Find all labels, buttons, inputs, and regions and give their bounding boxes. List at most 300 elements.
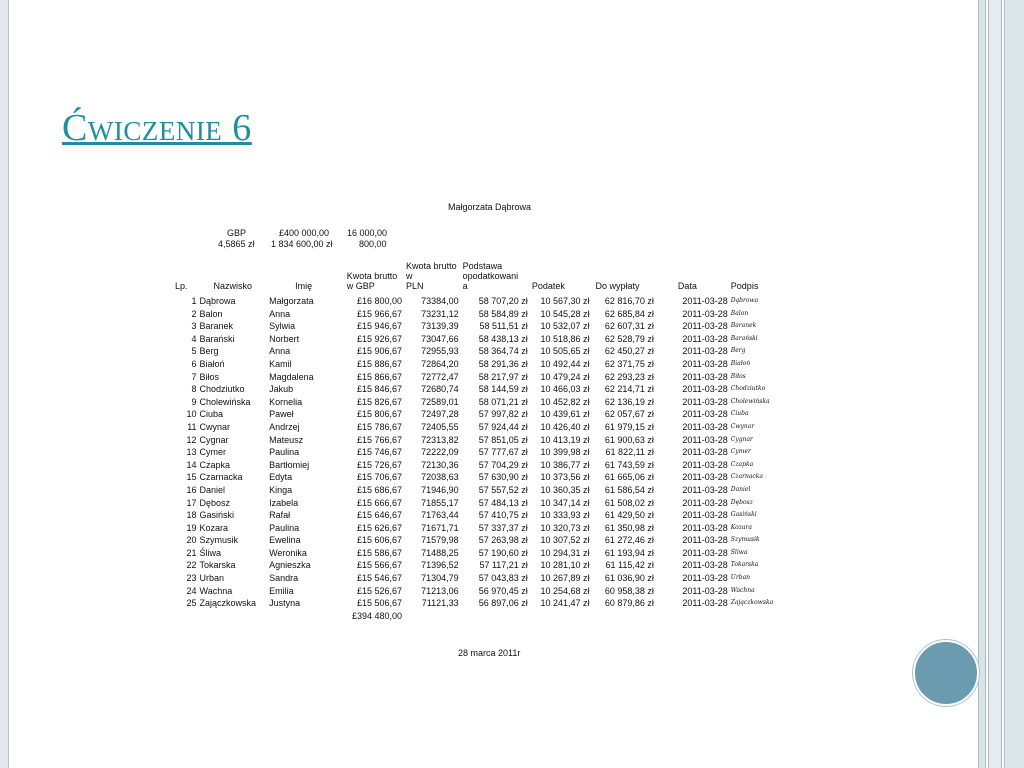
cell-pln: 73384,00 (421, 296, 459, 306)
header-wyplata: Do wypłaty (595, 281, 640, 291)
table-row (175, 597, 785, 610)
cell-podatek: 10 532,07 zł (540, 321, 590, 332)
cell-podatek: 10 545,28 zł (540, 308, 590, 319)
cell-wyplata: 61 743,59 zł (604, 459, 654, 470)
cell-gbp: £15 686,67 (357, 484, 403, 495)
cell-lp: 8 (191, 384, 197, 395)
cell-lp: 3 (191, 321, 197, 332)
cell-lp: 18 (186, 510, 197, 521)
cell-imie: Emilia (269, 585, 294, 596)
cell-data: 2011-03-28 (682, 384, 728, 395)
cell-podpis: Gasiński (730, 511, 757, 519)
cell-podstawa: 57 117,21 zł (479, 560, 528, 571)
cell-podpis: Cholewińska (730, 397, 770, 405)
cell-lp: 21 (186, 547, 197, 558)
cell-imie: Anna (269, 308, 291, 319)
cell-gbp: £15 526,67 (357, 585, 403, 596)
cell-nazwisko: Szymusik (199, 535, 239, 546)
cell-podstawa: 58 438,13 zł (478, 333, 528, 344)
cell-gbp: £15 806,67 (357, 409, 403, 420)
cell-podatek: 10 399,98 zł (540, 447, 590, 458)
summary-total-pln: 1 834 600,00 zł (271, 239, 333, 249)
cell-gbp: £15 826,67 (357, 396, 403, 407)
summary-total-gbp: £400 000,00 (279, 228, 330, 238)
cell-gbp: £15 566,67 (357, 560, 403, 571)
summary-row (175, 239, 785, 250)
cell-lp: 11 (187, 421, 197, 432)
cell-lp: 10 (186, 409, 197, 420)
cell-podstawa: 58 584,89 zł (478, 308, 528, 319)
cell-pln: 72038,63 (421, 472, 459, 483)
header-podatek: Podatek (531, 281, 565, 291)
cell-podpis: Dąbrowa (730, 297, 759, 304)
cell-imie: Edyta (269, 472, 293, 483)
cell-nazwisko: Daniel (199, 484, 226, 495)
cell-wyplata: 60 879,86 zł (604, 598, 654, 609)
cell-podpis: Wachna (730, 586, 755, 594)
cell-pln: 72680,74 (421, 384, 459, 395)
cell-nazwisko: Cwynar (199, 421, 231, 432)
cell-podpis: Czarnacka (730, 473, 764, 481)
cell-imie: Kamil (269, 358, 292, 369)
table-header-row (175, 261, 785, 291)
cell-podstawa: 57 851,05 zł (478, 434, 528, 445)
cell-gbp: £15 746,67 (357, 447, 403, 458)
cell-imie: Mateusz (269, 434, 304, 445)
cell-podpis: Cygnar (730, 435, 753, 443)
table-row (175, 446, 785, 459)
cell-wyplata: 61 979,15 zł (604, 421, 654, 432)
cell-pln: 71763,44 (421, 510, 459, 521)
cell-podatek: 10 254,68 zł (540, 585, 590, 596)
cell-wyplata: 61 429,50 zł (604, 510, 654, 521)
cell-podatek: 10 452,82 zł (540, 396, 590, 407)
table-row (175, 559, 785, 572)
cell-podstawa: 58 707,20 zł (478, 296, 528, 306)
cell-data: 2011-03-28 (682, 497, 728, 508)
table-row (175, 522, 785, 535)
cell-podstawa: 57 484,13 zł (478, 497, 528, 508)
cell-gbp: £15 706,67 (357, 472, 403, 483)
cell-imie: Izabela (269, 497, 299, 508)
cell-gbp: £15 946,67 (357, 321, 403, 332)
cell-podpis: Daniel (730, 485, 751, 493)
cell-podatek: 10 426,40 zł (540, 421, 590, 432)
cell-lp: 14 (186, 459, 197, 470)
cell-nazwisko: Balon (199, 308, 223, 319)
cell-wyplata: 60 958,38 zł (604, 585, 654, 596)
cell-data: 2011-03-28 (682, 573, 728, 584)
cell-nazwisko: Urban (199, 573, 225, 584)
cell-data: 2011-03-28 (682, 510, 728, 521)
cell-podpis: Ciuba (730, 410, 749, 418)
cell-pln: 71213,06 (421, 585, 459, 596)
header-podstawa: Podstawa opodatkowani a (462, 261, 519, 291)
table-row (175, 572, 785, 585)
cell-wyplata: 62 136,19 zł (604, 396, 654, 407)
document-heading: Małgorzata Dąbrowa (448, 202, 532, 212)
cell-podpis: Zajączkowska (730, 599, 774, 607)
cell-lp: 16 (186, 484, 197, 495)
cell-podpis: Cwynar (730, 422, 755, 430)
cell-data: 2011-03-28 (682, 459, 728, 470)
cell-data: 2011-03-28 (682, 358, 728, 369)
cell-podatek: 10 267,89 zł (540, 573, 590, 584)
cell-podatek: 10 505,65 zł (540, 346, 590, 357)
cell-gbp: £15 546,67 (357, 573, 403, 584)
cell-imie: Paweł (269, 409, 294, 420)
total-row (175, 610, 785, 623)
summary-rate: 4,5865 zł (218, 239, 255, 249)
cell-nazwisko: Dębosz (199, 497, 231, 508)
cell-data: 2011-03-28 (682, 346, 728, 357)
cell-nazwisko: Czarnacka (199, 472, 243, 483)
cell-podpis: Kozara (730, 523, 752, 531)
cell-pln: 72313,82 (421, 434, 459, 445)
cell-pln: 72589,01 (421, 396, 459, 407)
cell-wyplata: 62 528,79 zł (604, 333, 654, 344)
header-podpis: Podpis (730, 281, 759, 291)
cell-nazwisko: Cymer (199, 447, 227, 458)
cell-wyplata: 62 293,23 zł (604, 371, 654, 382)
cell-pln: 71671,71 (421, 522, 459, 533)
cell-lp: 24 (186, 585, 197, 596)
cell-podpis: Tokarska (730, 561, 759, 569)
cell-podatek: 10 333,93 zł (540, 510, 590, 521)
cell-lp: 1 (191, 296, 197, 306)
slide-left-frame (0, 0, 9, 768)
cell-gbp: £15 906,67 (357, 346, 403, 357)
cell-wyplata: 61 900,63 zł (604, 434, 654, 445)
table-row (175, 421, 785, 434)
cell-lp: 9 (191, 396, 197, 407)
table-row (175, 308, 785, 321)
cell-podstawa: 57 777,67 zł (478, 447, 528, 458)
cell-imie: Weronika (269, 547, 307, 558)
cell-lp: 12 (186, 434, 197, 445)
cell-nazwisko: Baranek (199, 321, 234, 332)
header-lp: Lp. (175, 281, 188, 291)
cell-podatek: 10 320,73 zł (540, 522, 590, 533)
cell-data: 2011-03-28 (682, 547, 728, 558)
cell-wyplata: 62 214,71 zł (604, 384, 654, 395)
cell-lp: 7 (191, 371, 197, 382)
cell-lp: 5 (191, 346, 197, 357)
cell-data: 2011-03-28 (682, 321, 728, 332)
cell-imie: Rafał (269, 510, 291, 521)
payroll-table (175, 261, 785, 622)
cell-nazwisko: Ciuba (199, 409, 224, 420)
cell-data: 2011-03-28 (682, 296, 728, 306)
cell-podstawa: 58 217,97 zł (478, 371, 528, 382)
table-row (175, 509, 785, 522)
cell-data: 2011-03-28 (682, 484, 728, 495)
summary-currency: GBP (227, 228, 247, 238)
cell-podatek: 10 413,19 zł (540, 434, 590, 445)
cell-imie: Kornelia (269, 396, 303, 407)
cell-data: 2011-03-28 (682, 421, 728, 432)
cell-imie: Sandra (269, 573, 299, 584)
cell-pln: 72772,47 (421, 371, 459, 382)
cell-gbp: £15 866,67 (357, 371, 403, 382)
cell-nazwisko: Gasiński (199, 510, 235, 521)
header-gbp: Kwota brutto w GBP (346, 271, 398, 291)
cell-gbp: £15 726,67 (357, 459, 403, 470)
slide-title[interactable]: Ćwiczenie 6 (62, 107, 252, 149)
cell-podatek: 10 307,52 zł (540, 535, 590, 546)
cell-pln: 73231,12 (421, 308, 459, 319)
cell-podatek: 10 518,86 zł (540, 333, 590, 344)
cell-gbp: £15 926,67 (357, 333, 403, 344)
cell-lp: 15 (186, 472, 197, 483)
cell-podpis: Baranek (730, 322, 757, 330)
summary-value: 16 000,00 (347, 228, 388, 238)
header-data: Data (677, 281, 697, 291)
cell-wyplata: 62 450,27 zł (604, 346, 654, 357)
cell-podpis: Szymusik (730, 536, 760, 544)
cell-podatek: 10 479,24 zł (540, 371, 590, 382)
cell-data: 2011-03-28 (682, 447, 728, 458)
cell-wyplata: 61 115,42 zł (605, 560, 654, 571)
cell-lp: 23 (186, 573, 197, 584)
cell-podstawa: 58 291,36 zł (478, 358, 528, 369)
cell-gbp: £15 786,67 (357, 421, 403, 432)
cell-pln: 72864,20 (421, 358, 459, 369)
cell-pln: 71579,98 (421, 535, 459, 546)
cell-podstawa: 57 997,82 zł (478, 409, 528, 420)
cell-podatek: 10 373,56 zł (540, 472, 590, 483)
cell-nazwisko: Cholewińska (199, 396, 251, 407)
cell-nazwisko: Czapka (199, 459, 231, 470)
cell-nazwisko: Biłos (199, 371, 220, 382)
cell-gbp: £15 666,67 (357, 497, 403, 508)
cell-podstawa: 57 190,60 zł (478, 547, 528, 558)
table-row (175, 484, 785, 497)
cell-gbp: £16 800,00 (357, 296, 403, 306)
cell-podatek: 10 466,03 zł (540, 384, 590, 395)
cell-podatek: 10 360,35 zł (540, 484, 590, 495)
cell-wyplata: 61 036,90 zł (604, 573, 654, 584)
total-gbp: £394 480,00 (351, 610, 403, 621)
cell-imie: Kinga (269, 484, 293, 495)
cell-podatek: 10 492,44 zł (540, 358, 590, 369)
cell-nazwisko: Wachna (199, 585, 233, 596)
cell-imie: Paulina (269, 522, 300, 533)
cell-podpis: Czapka (730, 460, 754, 468)
cell-podstawa: 57 924,44 zł (478, 421, 528, 432)
cell-data: 2011-03-28 (682, 409, 728, 420)
cell-podstawa: 58 364,74 zł (478, 346, 528, 357)
cell-podstawa: 57 704,29 zł (478, 459, 528, 470)
cell-nazwisko: Tokarska (199, 560, 236, 571)
cell-podpis: Biłos (730, 372, 746, 380)
cell-lp: 22 (186, 560, 197, 571)
cell-lp: 4 (191, 333, 197, 344)
header-imie: Imię (295, 281, 313, 291)
cell-wyplata: 61 586,54 zł (604, 484, 654, 495)
table-row (175, 358, 785, 371)
cell-podatek: 10 386,77 zł (540, 459, 590, 470)
decorative-circle (913, 640, 979, 706)
cell-podpis: Barański (730, 334, 758, 342)
cell-wyplata: 61 193,94 zł (604, 547, 654, 558)
cell-podatek: 10 294,31 zł (540, 547, 590, 558)
cell-nazwisko: Chodziutko (199, 384, 245, 395)
cell-lp: 19 (186, 522, 197, 533)
cell-nazwisko: Śliwa (199, 547, 222, 558)
table-row (175, 295, 785, 308)
table-row (175, 585, 785, 598)
cell-imie: Anna (269, 346, 291, 357)
cell-podpis: Białoń (730, 359, 751, 367)
cell-podatek: 10 567,30 zł (540, 296, 590, 306)
cell-pln: 71855,17 (421, 497, 459, 508)
header-nazwisko: Nazwisko (213, 281, 253, 291)
cell-podstawa: 57 410,75 zł (478, 510, 528, 521)
cell-pln: 71488,25 (421, 547, 459, 558)
cell-nazwisko: Kozara (199, 522, 229, 533)
table-row (175, 371, 785, 384)
cell-podpis: Cymer (730, 448, 751, 456)
cell-pln: 72222,09 (421, 447, 459, 458)
table-row (175, 434, 785, 447)
cell-podpis: Dębosz (730, 498, 753, 506)
cell-nazwisko: Barański (199, 333, 235, 344)
cell-imie: Agnieszka (269, 560, 311, 571)
cell-data: 2011-03-28 (682, 522, 728, 533)
cell-wyplata: 62 607,31 zł (604, 321, 654, 332)
cell-pln: 73047,66 (421, 333, 459, 344)
cell-pln: 72405,55 (421, 421, 459, 432)
cell-data: 2011-03-28 (682, 472, 728, 483)
cell-imie: Paulina (269, 447, 300, 458)
cell-lp: 6 (191, 358, 197, 369)
cell-podstawa: 58 071,21 zł (478, 396, 528, 407)
cell-lp: 13 (186, 447, 197, 458)
cell-podatek: 10 241,47 zł (540, 598, 590, 609)
cell-imie: Ewelina (269, 535, 301, 546)
cell-podatek: 10 347,14 zł (540, 497, 590, 508)
cell-gbp: £15 846,67 (357, 384, 403, 395)
cell-data: 2011-03-28 (682, 560, 728, 571)
table-row (175, 471, 785, 484)
table-row (175, 547, 785, 560)
cell-podstawa: 58 144,59 zł (478, 384, 528, 395)
cell-data: 2011-03-28 (682, 371, 728, 382)
cell-podstawa: 57 630,90 zł (478, 472, 528, 483)
cell-pln: 71946,90 (421, 484, 459, 495)
cell-imie: Bartłomiej (269, 459, 310, 470)
cell-data: 2011-03-28 (682, 308, 728, 319)
table-row (175, 497, 785, 510)
cell-data: 2011-03-28 (682, 585, 728, 596)
header-pln: Kwota brutto w PLN (406, 261, 457, 291)
cell-gbp: £15 646,67 (357, 510, 403, 521)
cell-lp: 17 (186, 497, 197, 508)
cell-pln: 73139,39 (421, 321, 459, 332)
cell-imie: Andrzej (269, 421, 300, 432)
cell-data: 2011-03-28 (682, 598, 728, 609)
cell-podpis: Śliwa (730, 548, 748, 556)
cell-podstawa: 57 263,98 zł (478, 535, 528, 546)
cell-data: 2011-03-28 (682, 396, 728, 407)
cell-podpis: Urban (730, 574, 751, 582)
cell-data: 2011-03-28 (682, 535, 728, 546)
table-row (175, 459, 785, 472)
cell-imie: Justyna (269, 598, 301, 609)
cell-imie: Małgorzata (269, 296, 314, 306)
cell-podstawa: 56 970,45 zł (478, 585, 528, 596)
document-footer-date: 28 marca 2011r (458, 648, 521, 658)
cell-data: 2011-03-28 (682, 434, 728, 445)
cell-nazwisko: Białoń (199, 358, 225, 369)
cell-podstawa: 57 337,37 zł (478, 522, 528, 533)
cell-wyplata: 62 685,84 zł (604, 308, 654, 319)
cell-nazwisko: Cygnar (199, 434, 229, 445)
table-row (175, 396, 785, 409)
cell-podstawa: 56 897,06 zł (478, 598, 528, 609)
cell-podatek: 10 439,61 zł (540, 409, 590, 420)
cell-gbp: £15 606,67 (357, 535, 403, 546)
cell-podstawa: 58 511,51 zł (479, 321, 528, 332)
table-row (175, 408, 785, 421)
cell-gbp: £15 506,67 (357, 598, 403, 609)
summary-row (175, 228, 785, 239)
cell-imie: Jakub (269, 384, 294, 395)
cell-lp: 20 (186, 535, 197, 546)
cell-lp: 2 (191, 308, 197, 319)
cell-imie: Norbert (269, 333, 300, 344)
cell-wyplata: 62 057,67 zł (604, 409, 654, 420)
cell-podatek: 10 281,10 zł (540, 560, 590, 571)
cell-wyplata: 61 665,06 zł (604, 472, 654, 483)
cell-gbp: £15 586,67 (357, 547, 403, 558)
table-row (175, 345, 785, 358)
cell-wyplata: 62 816,70 zł (604, 296, 654, 306)
cell-gbp: £15 766,67 (357, 434, 403, 445)
cell-podpis: Berg (730, 347, 746, 355)
cell-nazwisko: Berg (199, 346, 219, 357)
table-row (175, 320, 785, 333)
cell-wyplata: 62 371,75 zł (604, 358, 654, 369)
cell-gbp: £15 886,67 (357, 358, 403, 369)
cell-wyplata: 61 350,98 zł (604, 522, 654, 533)
cell-wyplata: 61 508,02 zł (604, 497, 654, 508)
cell-imie: Magdalena (269, 371, 314, 382)
cell-imie: Sylwia (269, 321, 296, 332)
cell-pln: 71396,52 (421, 560, 459, 571)
cell-nazwisko: Zajączkowska (199, 598, 257, 609)
cell-gbp: £15 966,67 (357, 308, 403, 319)
cell-gbp: £15 626,67 (357, 522, 403, 533)
table-row (175, 333, 785, 346)
cell-lp: 25 (186, 598, 197, 609)
cell-podstawa: 57 043,83 zł (478, 573, 528, 584)
cell-pln: 72130,36 (421, 459, 459, 470)
cell-pln: 71121,33 (421, 598, 459, 609)
cell-pln: 72497,28 (421, 409, 459, 420)
table-row (175, 534, 785, 547)
cell-wyplata: 61 822,11 zł (605, 447, 654, 458)
cell-podpis: Chodziutko (730, 385, 766, 393)
payroll-body (175, 295, 785, 610)
cell-podpis: Balon (730, 309, 749, 317)
table-row (175, 383, 785, 396)
cell-data: 2011-03-28 (682, 333, 728, 344)
cell-pln: 71304,79 (421, 573, 459, 584)
summary-value: 800,00 (359, 239, 387, 249)
cell-nazwisko: Dąbrowa (199, 296, 236, 306)
